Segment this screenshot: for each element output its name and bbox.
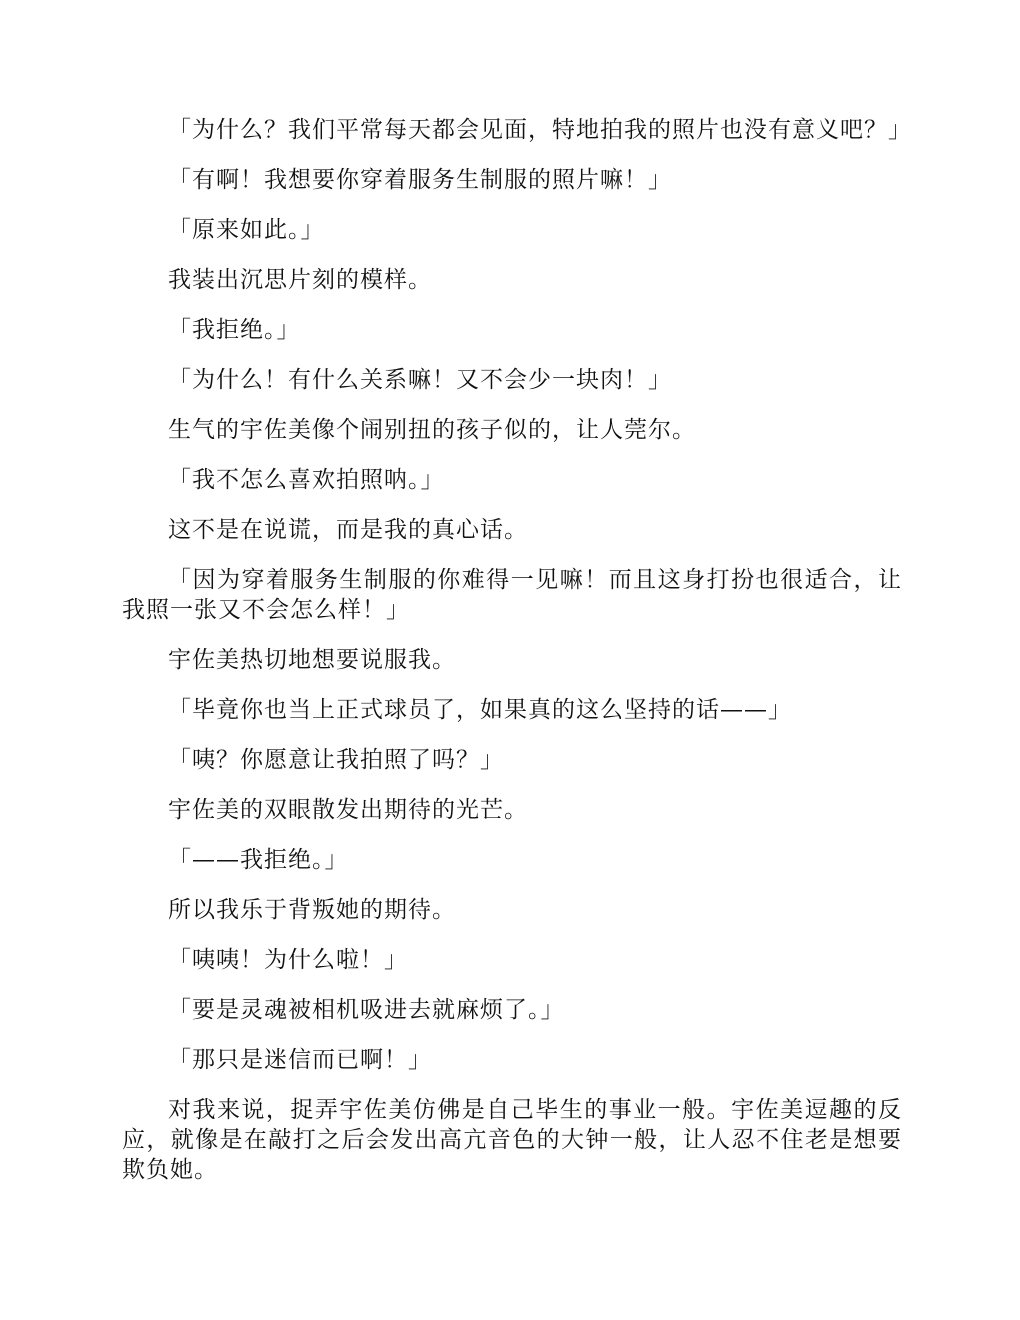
- paragraph: 「我不怎么喜欢拍照呐。」: [168, 467, 445, 493]
- paragraph: 「因为穿着服务生制服的你难得一见嘛！而且这身打扮也很适合，让我照一张又不会怎么样！」: [122, 567, 902, 623]
- paragraph: 「我拒绝。」: [168, 317, 301, 343]
- paragraph: 宇佐美的双眼散发出期待的光芒。: [168, 797, 528, 823]
- paragraph: 生气的宇佐美像个闹别扭的孩子似的，让人莞尔。: [168, 417, 696, 443]
- paragraph: 「那只是迷信而已啊！」: [168, 1047, 432, 1073]
- document-page: [122, 115, 912, 1205]
- paragraph: 「要是灵魂被相机吸进去就麻烦了。」: [168, 997, 565, 1023]
- paragraph: 我装出沉思片刻的模样。: [168, 267, 432, 293]
- paragraph: 「原来如此。」: [168, 217, 325, 243]
- paragraph: 「——我拒绝。」: [168, 847, 349, 873]
- paragraph: 「咦咦！为什么啦！」: [168, 947, 408, 973]
- paragraph: 「咦？你愿意让我拍照了吗？」: [168, 747, 504, 773]
- paragraph: 「为什么！有什么关系嘛！又不会少一块肉！」: [168, 367, 672, 393]
- paragraph: 所以我乐于背叛她的期待。: [168, 897, 456, 923]
- paragraph: 宇佐美热切地想要说服我。: [168, 647, 456, 673]
- paragraph: 对我来说，捉弄宇佐美仿佛是自己毕生的事业一般。宇佐美逗趣的反应，就像是在敲打之后会发出高亢音色的大钟一般，让人忍不住老是想要欺负她。: [122, 1097, 902, 1183]
- paragraph: 「毕竟你也当上正式球员了，如果真的这么坚持的话——」: [168, 697, 792, 723]
- paragraph: 这不是在说谎，而是我的真心话。: [168, 517, 528, 543]
- paragraph: 「有啊！我想要你穿着服务生制服的照片嘛！」: [168, 167, 672, 193]
- paragraph: 「为什么？我们平常每天都会见面，特地拍我的照片也没有意义吧？」: [168, 117, 912, 143]
